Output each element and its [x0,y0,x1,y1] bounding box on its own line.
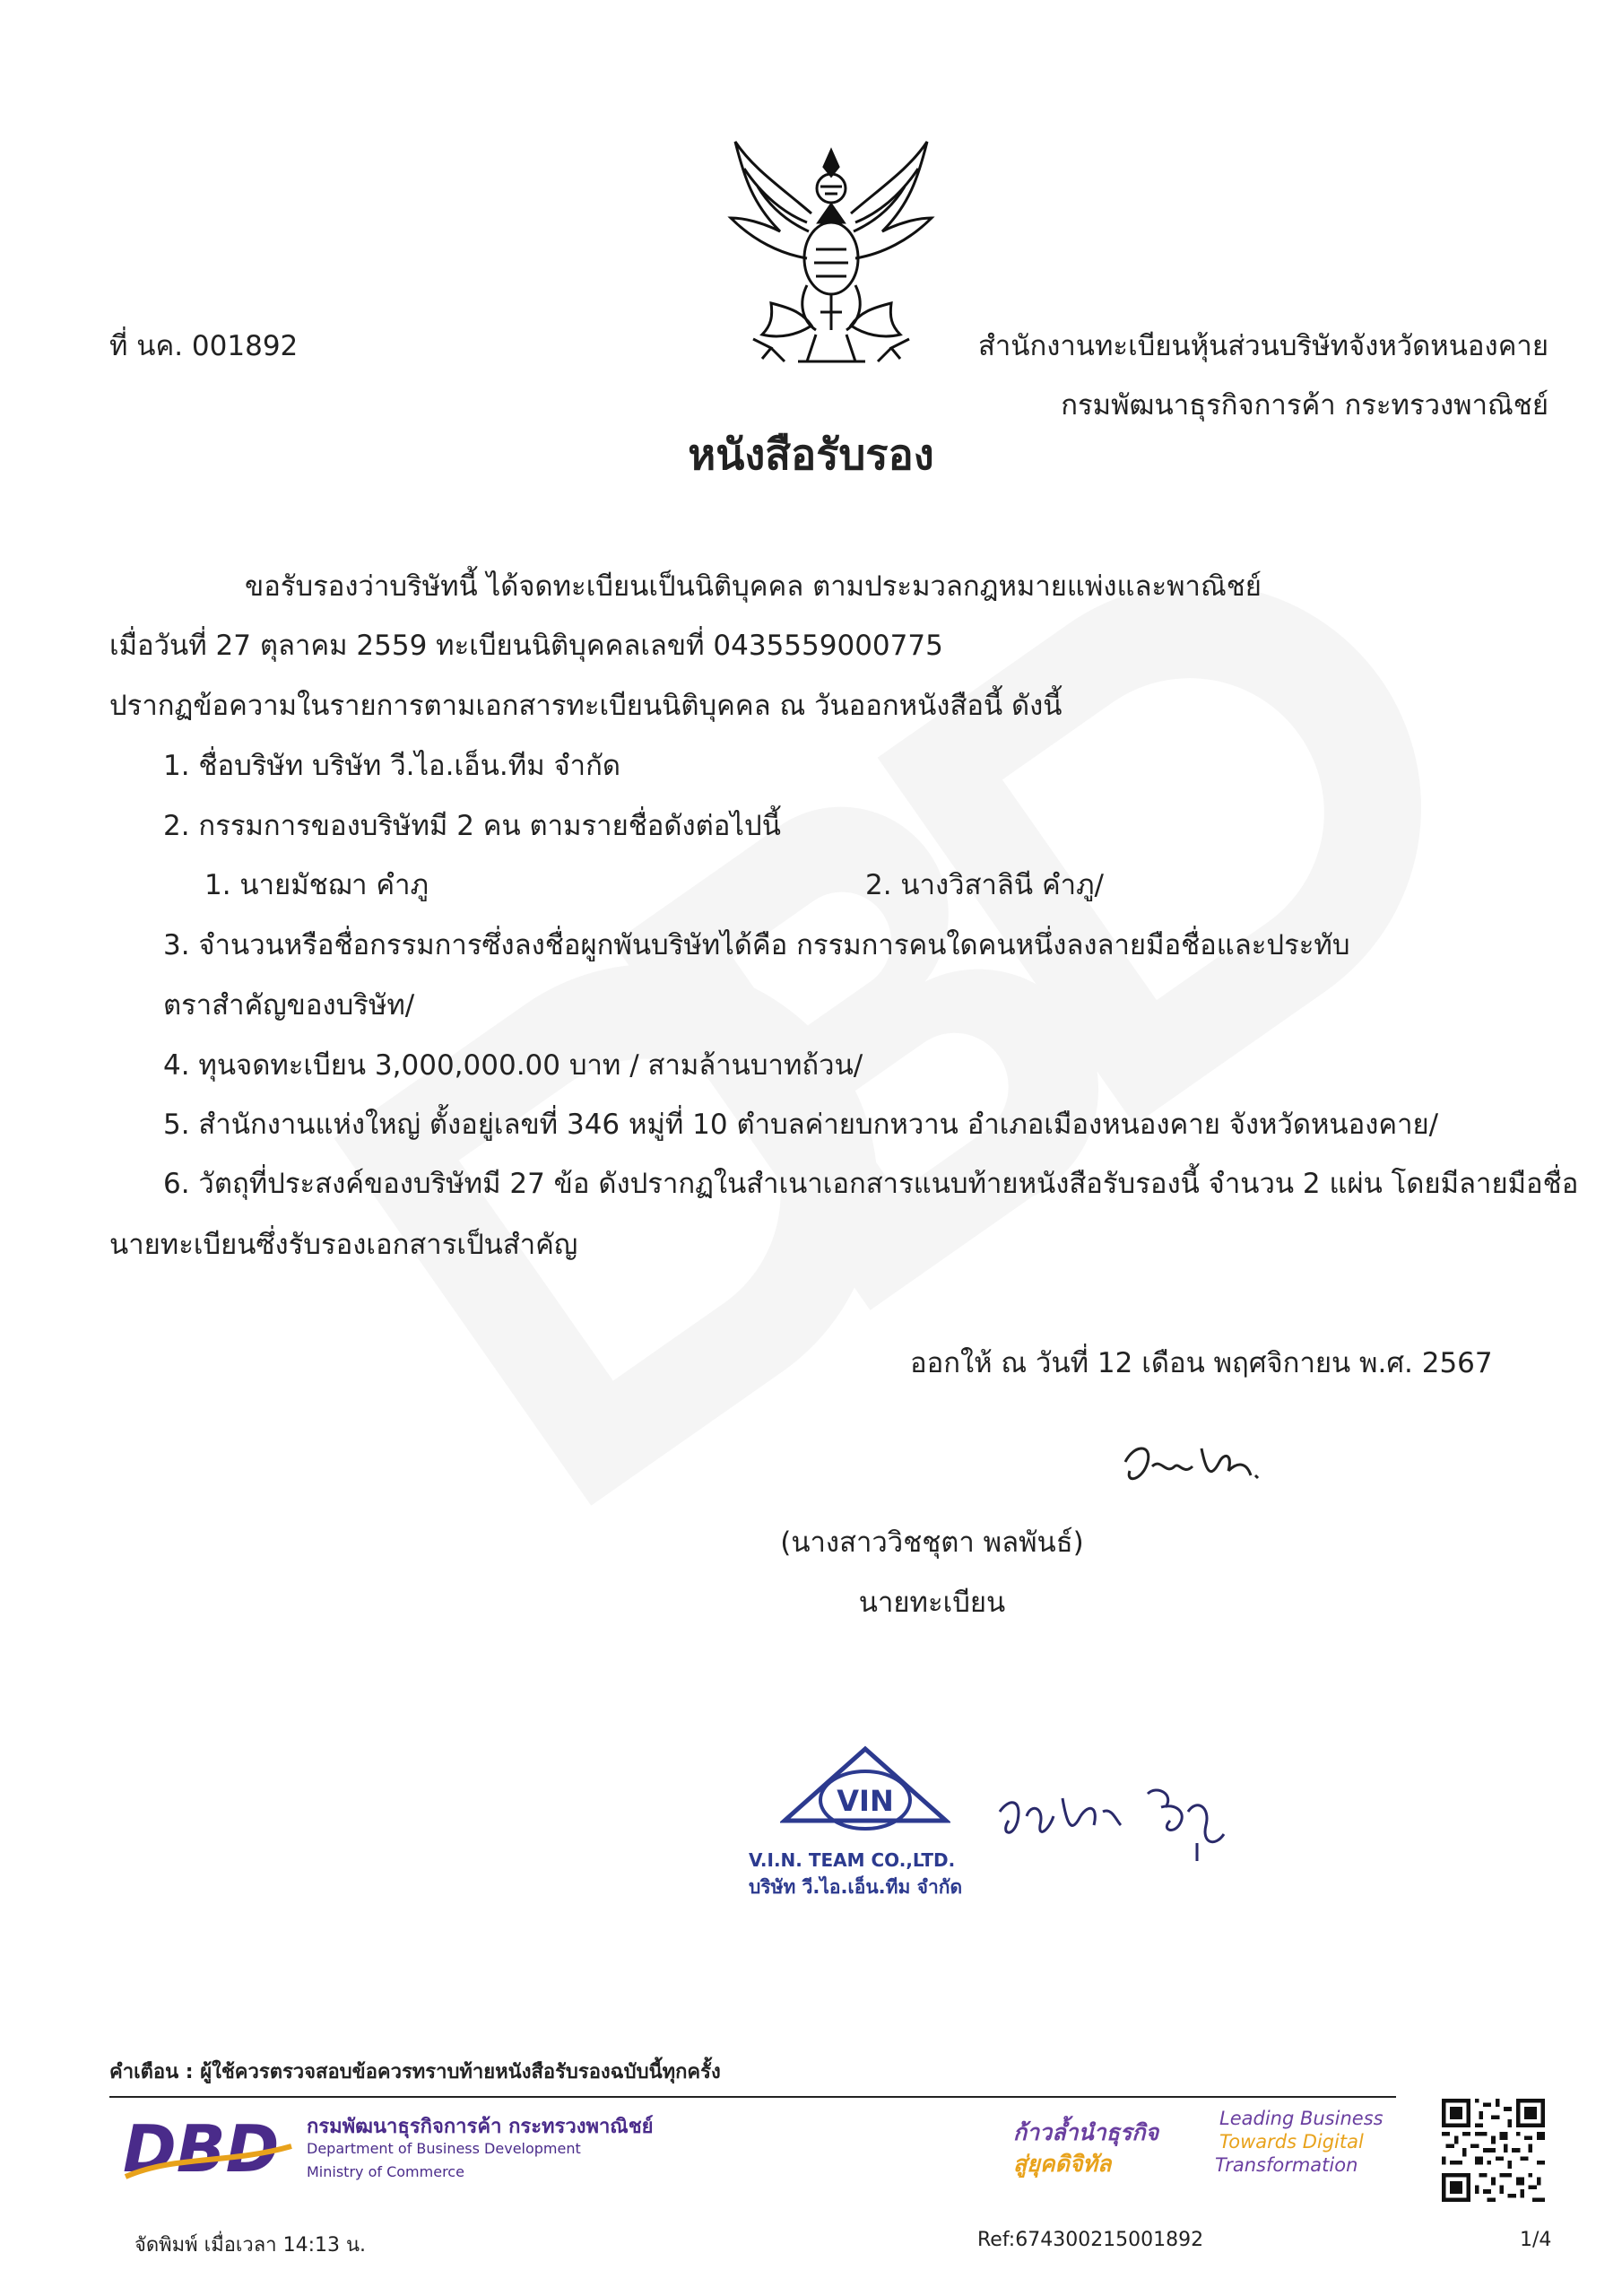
item-objectives: 6. วัตถุที่ประสงค์ของบริษัทมี 27 ข้อ ดังปรากฏในสำเนาเอกสารแนบท้ายหนังสือรับรองนี้ จำนวน 2 แผ่น โดยมีลายมือชื่อ [163,1168,1579,1200]
item-head-office: 5. สำนักงานแห่งใหญ่ ตั้งอยู่เลขที่ 346 หมู่ที่ 10 ตำบลค่ายบกหวาน อำเภอเมืองหนองคาย จังหวัดหนองคาย/ [163,1109,1439,1141]
footer-warning: คำเตือน : ผู้ใช้ควรตรวจสอบข้อควรทราบท้ายหนังสือรับรองฉบับนี้ทุกครั้ง [109,2061,721,2083]
department-name: กรมพัฒนาธุรกิจการค้า กระทรวงพาณิชย์ [1061,389,1548,422]
registrar-title: นายทะเบียน [858,1587,1006,1619]
item-signing-authority-cont: ตราสำคัญของบริษัท/ [163,989,415,1022]
item-registered-capital: 4. ทุนจดทะเบียน 3,000,000.00 บาท / สามล้านบาทถ้วน/ [163,1049,863,1082]
item-objectives-cont: นายทะเบียนซึ่งรับรองเอกสารเป็นสำคัญ [109,1229,578,1261]
dept-name-en: Department of Business Development [307,2140,581,2157]
item-directors: 2. กรรมการของบริษัทมี 2 คน ตามรายชื่อดังต่อไปนี้ [163,810,781,842]
tagline-en-line-1: Leading Business [1219,2108,1383,2129]
garuda-emblem-icon [717,133,946,379]
slogan-th-line-2: สู่ยุคดิจิทัล [1013,2151,1112,2177]
stamp-company-en: V.I.N. TEAM CO.,LTD. [749,1849,956,1871]
document-title: หนังสือรับรอง [688,430,934,480]
print-timestamp: จัดพิมพ์ เมื่อเวลา 14:13 น. [134,2234,367,2257]
office-name: สำนักงานทะเบียนหุ้นส่วนบริษัทจังหวัดหนองคาย [977,330,1548,362]
director-1: 1. นายมัชฌา คำภู [204,869,429,901]
document-number: ที่ นค. 001892 [109,330,299,362]
issue-date: ออกให้ ณ วันที่ 12 เดือน พฤศจิกายน พ.ศ. 2567 [910,1347,1493,1379]
intro-line-2: เมื่อวันที่ 27 ตุลาคม 2559 ทะเบียนนิติบุคคลเลขที่ 0435559000775 [109,630,943,662]
footer-divider [109,2096,1396,2098]
tagline-en-line-3: Transformation [1215,2154,1358,2176]
vin-team-logo [780,1744,950,1866]
item-signing-authority: 3. จำนวนหรือชื่อกรรมการซึ่งลงชื่อผูกพันบริษัทได้คือ กรรมการคนใดคนหนึ่งลงลายมือชื่อและประทับ [163,929,1350,961]
stamp-company-th: บริษัท วี.ไอ.เอ็น.ทีม จำกัด [749,1876,963,1898]
reference-number: Ref:674300215001892 [977,2229,1204,2251]
intro-line-3: ปรากฏข้อความในรายการตามเอกสารทะเบียนนิติบุคคล ณ วันออกหนังสือนี้ ดังนี้ [109,690,1063,722]
dbd-logo-text: DBD [123,2111,280,2182]
registrar-signature [1116,1435,1264,1498]
item-company-name: 1. ชื่อบริษัท บริษัท วี.ไอ.เอ็น.ทีม จำกัด [163,750,620,782]
dbd-logo [121,2110,296,2182]
tagline-en-line-2: Towards Digital [1219,2131,1364,2152]
page-number: 1/4 [1520,2229,1552,2251]
qr-code-icon [1442,2099,1545,2202]
director-2: 2. นางวิสาลินี คำภู/ [865,869,1104,901]
registrar-name: (นางสาววิชชุตา พลพันธ์) [780,1526,1084,1559]
vin-logo-text: VIN [837,1784,894,1818]
intro-line-1: ขอรับรองว่าบริษัทนี้ ได้จดทะเบียนเป็นนิติบุคคล ตามประมวลกฎหมายแพ่งและพาณิชย์ [245,570,1262,603]
director-signature [986,1771,1246,1870]
ministry-name-en: Ministry of Commerce [307,2163,464,2180]
slogan-th-line-1: ก้าวล้ำนำธุรกิจ [1013,2119,1159,2145]
dept-name-th: กรมพัฒนาธุรกิจการค้า กระทรวงพาณิชย์ [307,2116,654,2138]
